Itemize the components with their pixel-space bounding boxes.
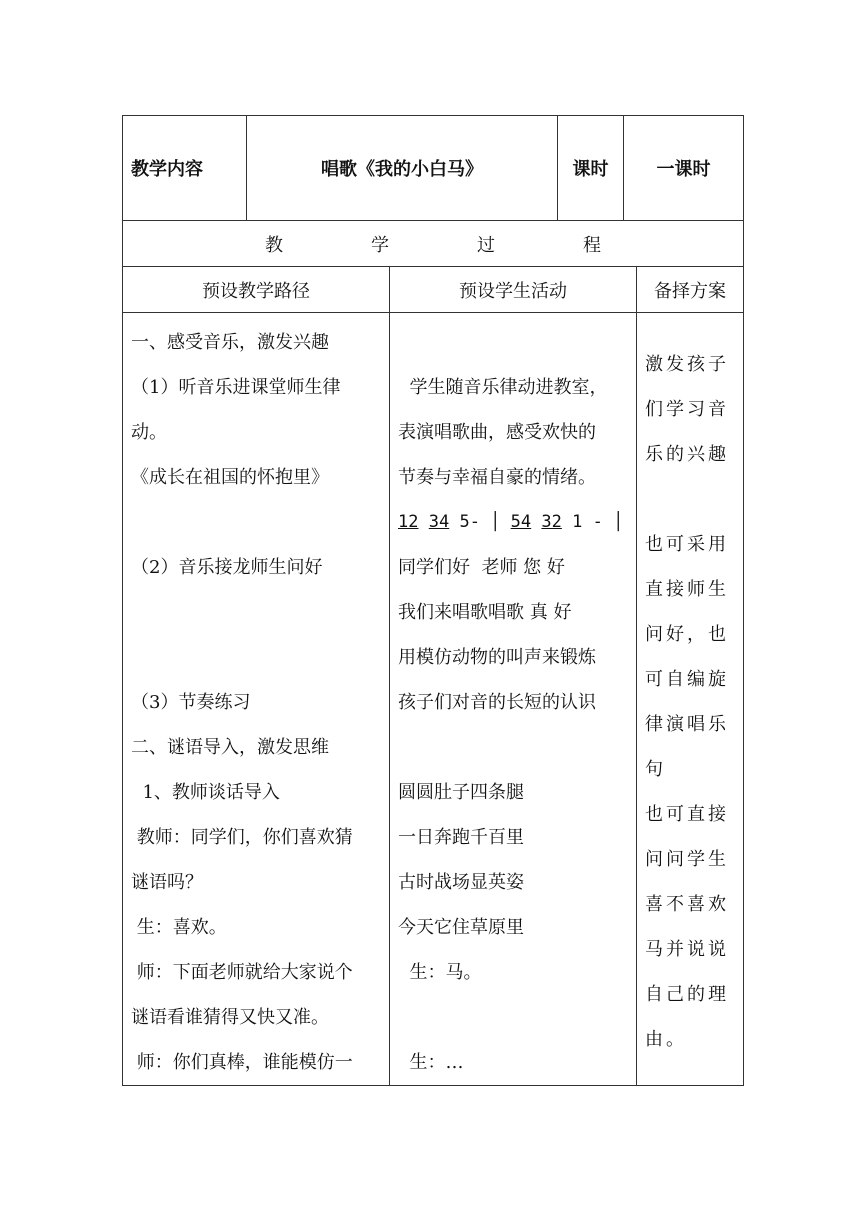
text-line: 律演唱乐 [645, 714, 729, 735]
text-line: （1）听音乐进课堂师生律 [131, 376, 341, 398]
text-line: 自己的理 [645, 984, 729, 1005]
header-row [123, 116, 744, 221]
text-line: 谜语吗？ [131, 871, 203, 893]
student-line: 学生随音乐律动进教室， [398, 376, 608, 398]
student-line: 节奏与幸福自豪的情绪。 [398, 466, 596, 488]
text-line: 教师：同学们，你们喜欢猜 [131, 826, 353, 848]
column-header-student: 预设学生活动 [390, 267, 637, 313]
text-line: 用模仿动物的叫声来锻炼 [398, 646, 596, 668]
text-line: 今天它住草原里 [398, 916, 524, 938]
text-line: 圆圆肚子四条腿 [398, 781, 524, 803]
text-line: 可自编旋 [645, 669, 729, 690]
text-line: 动。 [131, 421, 167, 443]
rhythm-notation: 12 34 5- │ 54 32 1 - │ [398, 511, 624, 532]
process-row [123, 221, 744, 267]
text-line: 句 [645, 759, 666, 780]
text-line: 生：… [398, 1051, 464, 1073]
text-line: 也可采用 [645, 534, 729, 555]
text-line: 生：马。 [398, 961, 482, 983]
process-char: 程 [583, 234, 601, 256]
text-line [398, 995, 636, 1040]
text-line: 直接师生 [645, 579, 729, 600]
text-line: （2）音乐接龙师生问好 [131, 556, 323, 578]
text-line: 由。 [645, 1029, 687, 1050]
text-line: 1、教师谈话导入 [131, 781, 280, 803]
content-row [123, 313, 744, 1086]
content-label: 教学内容 [123, 116, 247, 221]
text-line: 《成长在祖国的怀抱里》 [131, 466, 329, 488]
process-heading [123, 221, 744, 267]
student-activity-cell [390, 313, 637, 1086]
text-line: 也可直接 [645, 804, 729, 825]
period-label: 课时 [558, 116, 624, 221]
student-line [398, 320, 636, 365]
text-line [131, 590, 389, 635]
text-line: 师：你们真棒，谁能模仿一 [131, 1051, 353, 1073]
text-line: 们学习音 [645, 399, 729, 420]
text-line: 二、谜语导入，激发思维 [131, 736, 329, 758]
text-line: 谜语看谁猜得又快又准。 [131, 1006, 329, 1028]
text-line: 一日奔跑千百里 [398, 826, 524, 848]
column-header-path: 预设教学路径 [123, 267, 390, 313]
text-line: 孩子们对音的长短的认识 [398, 691, 596, 713]
text-line: 马并说说 [645, 939, 729, 960]
process-char: 教 [265, 234, 283, 256]
text-line: 同学们好 老师 您 好 [398, 556, 565, 578]
text-line: 古时战场显英姿 [398, 871, 524, 893]
text-line: 激发孩子 [645, 354, 729, 375]
alternative-plan-cell [637, 313, 744, 1086]
text-line [398, 725, 636, 770]
lesson-plan-table [122, 115, 744, 1086]
text-line [131, 635, 389, 680]
teaching-path-cell [123, 313, 390, 1086]
text-line: 生：喜欢。 [131, 916, 227, 938]
text-line: 我们来唱歌唱歌 真 好 [398, 601, 572, 623]
text-line: 喜不喜欢 [645, 894, 729, 915]
text-line: 问问学生 [645, 849, 729, 870]
period-value: 一课时 [624, 116, 744, 221]
text-line [645, 477, 737, 522]
text-line: 乐的兴趣 [645, 444, 729, 465]
text-line: 问好，也 [645, 624, 729, 645]
text-line: 师：下面老师就给大家说个 [131, 961, 353, 983]
column-header-alt: 备择方案 [637, 267, 744, 313]
column-header-row [123, 267, 744, 313]
text-line [131, 500, 389, 545]
student-line: 表演唱歌曲，感受欢快的 [398, 421, 596, 443]
text-line: （3）节奏练习 [131, 691, 251, 713]
process-char: 学 [371, 234, 389, 256]
text-line: 一、感受音乐，激发兴趣 [131, 331, 329, 353]
process-char: 过 [477, 234, 495, 256]
lesson-title: 唱歌《我的小白马》 [247, 116, 558, 221]
